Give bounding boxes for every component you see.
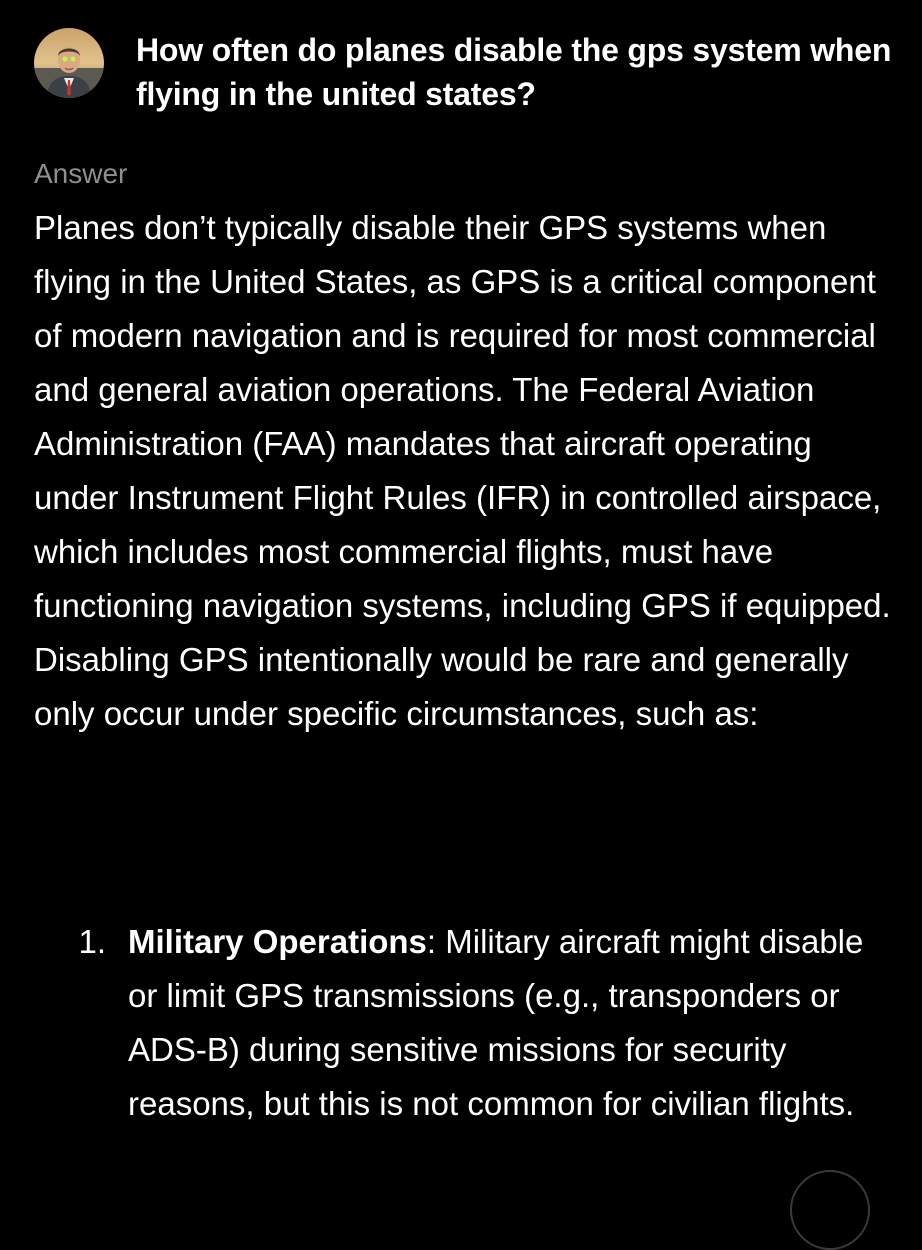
answer-label: Answer: [34, 158, 128, 189]
list-item-content: [106, 915, 894, 1131]
answer-body: Planes don’t typically disable their GPS systems when flying in the United States, as GPS is a critical component of modern navigation and is required for most commercial and general aviation operations. The Federal Aviation Administration (FAA) mandates that aircraft operating under Instrument Flight Rules (IFR) in controlled airspace, which includes most commercial flights, must have functioning navigation systems, including GPS if equipped. Disabling GPS intentionally would be rare and generally only occur under specific circumstances, such as:: [34, 209, 891, 732]
avatar[interactable]: [34, 28, 104, 98]
list-item-text: Military aircraft might disable or limit GPS transmissions (e.g., transponders or ADS-B) during sensitive missions for security reasons, but this is not common for civilian flights.: [128, 923, 864, 1122]
user-avatar-icon: [34, 28, 104, 98]
scroll-down-button[interactable]: [790, 1170, 870, 1250]
question-text: How often do planes disable the gps system when flying in the united states?: [136, 32, 892, 112]
list-item-title: Military Operations: [128, 923, 427, 960]
list-item: [34, 915, 894, 1131]
question-row: [34, 28, 894, 116]
answer-list: [34, 915, 894, 1131]
list-item-number: 1.: [78, 923, 106, 960]
list-item-separator: :: [426, 923, 437, 960]
